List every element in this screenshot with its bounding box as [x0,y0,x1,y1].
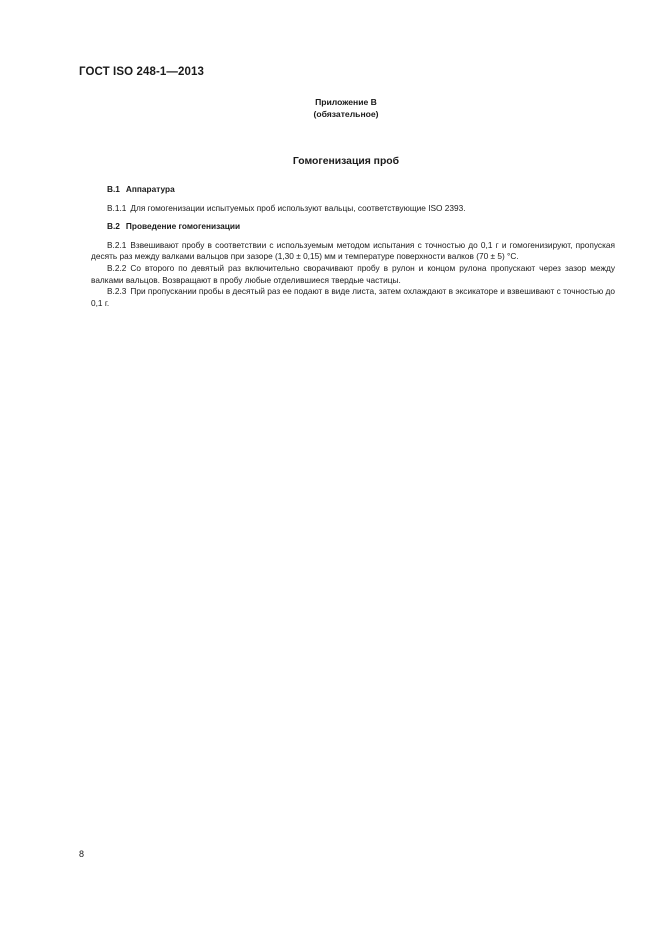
section-heading-b2 [107,221,615,233]
page-number: 8 [79,849,85,859]
section-heading-b1 [107,184,615,196]
paragraph-text: Взвешивают пробу в соответствии с используемым методом испытания с точностью до 0,1 г и гомогенизируют, пропуская десять раз между валками вальцов при зазоре (1,30 ± 0,15) мм и температуре поверхности валков (70 ± 5) °С. [91,239,615,262]
paragraph-b2-1 [91,240,615,263]
annex-body [91,184,615,309]
paragraph-text: Со второго по девятый раз включительно сворачивают пробу в рулон и концом рулона пропускают через зазор между валками вальцов. Возвращают в пробу любые отделившиеся твердые частицы. [91,262,615,285]
paragraph-b2-2 [91,263,615,286]
section-number: В.1 [107,184,120,194]
annex-label: Приложение В [315,97,377,107]
section-number: В.2 [107,221,120,232]
section-title: Проведение гомогенизации [125,221,241,232]
paragraph-number: В.2.2 [107,262,127,273]
document-header: ГОСТ ISO 248-1—2013 [79,66,204,78]
paragraph-text: Для гомогенизации испытуемых проб используют вальцы, соответствующие ISO 2393. [130,202,466,213]
annex-status: (обязательное) [313,109,379,119]
paragraph-number: В.2.3 [107,286,127,297]
section-title: Аппаратура [125,184,175,194]
paragraph-number: В.2.1 [107,239,127,250]
paragraph-number: В.1.1 [107,202,127,213]
paragraph-text: При пропускании пробы в десятый раз ее подают в виде листа, затем охлаждают в эксикаторе и взвешивают с точностью до 0,1 г. [91,286,615,308]
paragraph-b2-3 [91,286,615,309]
paragraph-b1-1 [91,203,615,215]
annex-heading [0,96,661,120]
annex-title: Гомогенизация проб [292,156,400,167]
